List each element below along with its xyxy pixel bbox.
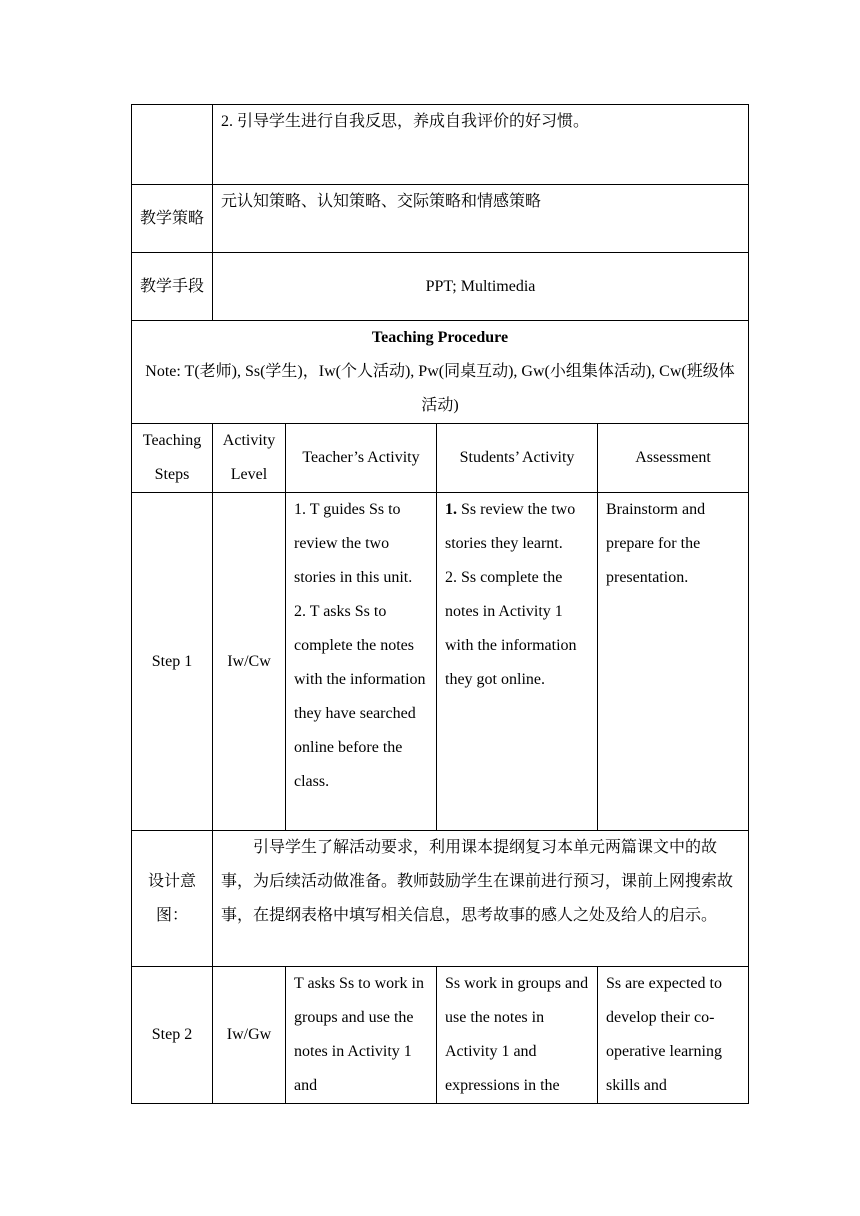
means-value: PPT; Multimedia [213,253,749,321]
header-teaching-steps: Teaching Steps [132,424,213,493]
step1-teacher-item-2: 2. T asks Ss to complete the notes with the information they have searched online before the class. [294,603,426,790]
objectives-label-cell [132,105,213,185]
step2-level: Iw/Gw [213,967,286,1104]
step1-students-item-1 [445,493,589,561]
lesson-plan-table [131,104,749,1104]
step1-teacher-item-1: 1. T guides Ss to review the two stories in this unit. [294,501,413,586]
step2-label: Step 2 [132,967,213,1104]
step1-label: Step 1 [132,493,213,831]
step1-students-text-1: Ss review the two stories they learnt. [445,501,576,552]
strategy-label: 教学策略 [132,185,213,253]
step1-students-item-2: 2. Ss complete the notes in Activity 1 with the information they got online. [445,569,577,688]
design-text: 引导学生了解活动要求，利用课本提纲复习本单元两篇课文中的故事，为后续活动做准备。教师鼓励学生在课前进行预习，课前上网搜索故事，在提纲表格中填写相关信息，思考故事的感人之处及给人的启示。 [213,831,749,967]
step1-teacher-activity [286,493,437,831]
procedure-title: Teaching Procedure [371,329,509,346]
step2-students-activity: Ss work in groups and use the notes in Activity 1 and expressions in the [437,967,598,1104]
header-teachers-activity: Teacher’s Activity [286,424,437,493]
step2-assessment: Ss are expected to develop their co-operative learning skills and [598,967,749,1104]
procedure-cell [132,321,749,424]
procedure-note: Note: T(老师), Ss(学生)，Iw(个人活动), Pw(同桌互动), Gw(小组集体活动), Cw(班级体活动) [145,363,735,414]
step2-teacher-activity: T asks Ss to work in groups and use the notes in Activity 1 and [286,967,437,1104]
design-label: 设计意图： [132,831,213,967]
step1-assessment: Brainstorm and prepare for the presentation. [598,493,749,831]
step1-students-activity [437,493,598,831]
objectives-item-2: 2. 引导学生进行自我反思，养成自我评价的好习惯。 [213,105,749,185]
means-label: 教学手段 [132,253,213,321]
header-activity-level: Activity Level [213,424,286,493]
header-students-activity: Students’ Activity [437,424,598,493]
header-assessment: Assessment [598,424,749,493]
strategy-value: 元认知策略、认知策略、交际策略和情感策略 [213,185,749,253]
step1-level: Iw/Cw [213,493,286,831]
step1-students-num: 1. [445,501,457,518]
